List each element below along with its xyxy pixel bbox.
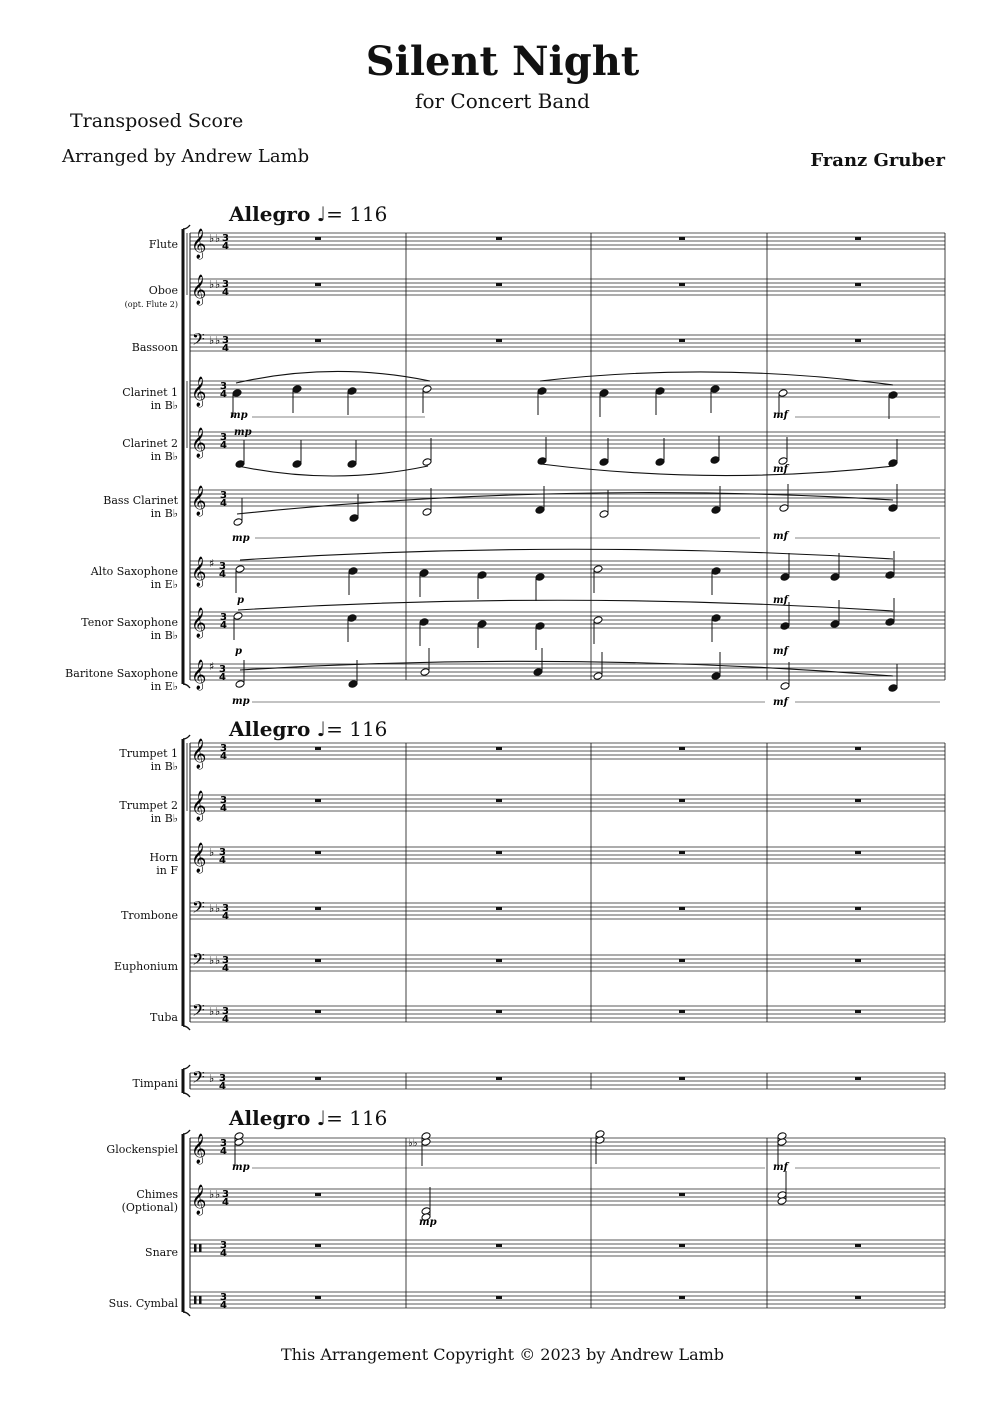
flat-icon: ♭ <box>215 902 221 915</box>
dynamic-marking: mf <box>773 464 788 475</box>
flat-icon: ♭ <box>209 1005 215 1018</box>
flat-icon: ♭♭ <box>408 1138 418 1149</box>
note-head <box>593 565 603 574</box>
bass-clef-icon: 𝄢 <box>192 1000 205 1024</box>
percussion-clef-icon <box>194 1244 197 1252</box>
note-head <box>420 668 430 677</box>
flat-icon: ♭ <box>209 278 215 291</box>
whole-rest <box>496 1010 502 1013</box>
whole-rest <box>855 1244 861 1247</box>
note-head <box>233 612 243 621</box>
dynamic-marking: p <box>237 595 244 606</box>
whole-rest <box>496 283 502 286</box>
note-head <box>599 389 609 398</box>
flat-icon: ♭ <box>209 1188 215 1201</box>
time-signature-bottom: 4 <box>220 389 227 400</box>
time-signature-bottom: 4 <box>222 911 229 922</box>
whole-rest <box>496 851 502 854</box>
note-head <box>655 458 665 467</box>
whole-rest <box>496 339 502 342</box>
time-signature-bottom: 4 <box>220 440 227 451</box>
note-head <box>830 620 840 629</box>
whole-rest <box>315 1077 321 1080</box>
composer: Franz Gruber <box>810 150 945 171</box>
note-head <box>422 385 432 394</box>
whole-rest <box>315 237 321 240</box>
time-signature-top: 3 <box>220 1292 227 1303</box>
instrument-label: Oboe (opt. Flute 2) <box>124 284 178 309</box>
slur <box>240 549 893 560</box>
time-signature-bottom: 4 <box>220 498 227 509</box>
dynamic-marking: mf <box>773 595 788 606</box>
flat-icon: ♭ <box>215 232 221 245</box>
flat-icon: ♭ <box>209 846 215 859</box>
quarter-note-icon: ♩ <box>316 1106 327 1130</box>
instrument-label: Timpani <box>132 1077 178 1090</box>
note-head <box>533 668 543 677</box>
whole-rest <box>679 1296 685 1299</box>
note-head <box>419 618 429 627</box>
whole-rest <box>679 799 685 802</box>
instrument-label: Euphonium <box>114 960 178 973</box>
note-head <box>232 389 242 398</box>
instrument-label: Baritone Saxophone in E♭ <box>65 667 178 693</box>
whole-rest <box>496 1077 502 1080</box>
whole-rest <box>315 339 321 342</box>
instrument-label: Horn in F <box>149 851 178 877</box>
instrument-label: Trumpet 2 in B♭ <box>119 799 178 825</box>
dynamic-marking: mf <box>773 646 788 657</box>
whole-rest <box>679 907 685 910</box>
flat-icon: ♭ <box>215 1188 221 1201</box>
whole-rest <box>679 1077 685 1080</box>
time-signature-top: 3 <box>222 903 229 914</box>
note-head <box>711 614 721 623</box>
note-head <box>347 614 357 623</box>
note-head <box>779 504 789 513</box>
whole-rest <box>855 907 861 910</box>
time-signature-top: 3 <box>222 955 229 966</box>
time-signature-top: 3 <box>220 490 227 501</box>
whole-rest <box>679 851 685 854</box>
note-head <box>711 567 721 576</box>
note-head <box>780 622 790 631</box>
whole-rest <box>315 283 321 286</box>
note-head <box>537 387 547 396</box>
flat-icon: ♭ <box>215 334 221 347</box>
treble-clef-icon: 𝄞 <box>191 229 207 259</box>
whole-rest <box>496 1296 502 1299</box>
time-signature-top: 3 <box>220 432 227 443</box>
time-signature-bottom: 4 <box>220 620 227 631</box>
dynamic-marking: mf <box>773 1162 788 1173</box>
note-head <box>348 680 358 689</box>
dynamic-marking: p <box>235 646 242 657</box>
note-head <box>711 672 721 681</box>
note-head <box>347 460 357 469</box>
treble-clef-icon: 𝄞 <box>191 486 207 516</box>
time-signature-bottom: 4 <box>220 751 227 762</box>
whole-rest <box>855 1010 861 1013</box>
note-head <box>780 682 790 691</box>
treble-clef-icon: 𝄞 <box>191 843 207 873</box>
note-head <box>593 616 603 625</box>
time-signature-bottom: 4 <box>220 1146 227 1157</box>
time-signature-top: 3 <box>220 1240 227 1251</box>
flat-icon: ♭ <box>215 1005 221 1018</box>
slur <box>540 372 893 385</box>
note-head <box>888 391 898 400</box>
treble-clef-icon: 𝄞 <box>191 608 207 638</box>
whole-rest <box>315 1010 321 1013</box>
note-head <box>710 385 720 394</box>
note-head <box>477 571 487 580</box>
time-signature-top: 3 <box>222 1006 229 1017</box>
flat-icon: ♭ <box>209 902 215 915</box>
whole-rest <box>496 959 502 962</box>
note-head <box>292 460 302 469</box>
whole-rest <box>496 1244 502 1247</box>
instrument-label: Clarinet 2 in B♭ <box>122 437 178 463</box>
dynamic-marking: mf <box>773 697 788 708</box>
instrument-label: Clarinet 1 in B♭ <box>122 386 178 412</box>
time-signature-top: 3 <box>219 1073 226 1084</box>
quarter-note-icon: ♩ <box>316 717 327 741</box>
whole-rest <box>679 1193 685 1196</box>
treble-clef-icon: 𝄞 <box>191 660 207 690</box>
whole-rest <box>679 283 685 286</box>
time-signature-bottom: 4 <box>222 287 229 298</box>
whole-rest <box>315 851 321 854</box>
instrument-label: Chimes (Optional) <box>121 1188 178 1214</box>
time-signature-top: 3 <box>220 612 227 623</box>
whole-rest <box>315 1244 321 1247</box>
note-head <box>599 510 609 519</box>
flat-icon: ♭ <box>215 954 221 967</box>
note-head <box>347 387 357 396</box>
whole-rest <box>679 237 685 240</box>
slur <box>240 661 893 676</box>
time-signature-bottom: 4 <box>220 1300 227 1311</box>
whole-rest <box>855 747 861 750</box>
quarter-note-icon: ♩ <box>316 202 327 226</box>
slur <box>237 493 893 514</box>
time-signature-bottom: 4 <box>222 241 229 252</box>
tempo-bpm: = 116 <box>326 717 388 741</box>
note-head <box>348 567 358 576</box>
slur <box>238 600 893 611</box>
note-head <box>535 622 545 631</box>
time-signature-bottom: 4 <box>219 569 226 580</box>
treble-clef-icon: 𝄞 <box>191 791 207 821</box>
time-signature-bottom: 4 <box>222 1014 229 1025</box>
note-head <box>349 514 359 523</box>
flat-icon: ♭ <box>209 1072 215 1085</box>
time-signature-top: 3 <box>222 233 229 244</box>
whole-rest <box>496 237 502 240</box>
tempo-bpm: = 116 <box>326 1106 388 1130</box>
whole-rest <box>679 1010 685 1013</box>
whole-rest <box>315 907 321 910</box>
treble-clef-icon: 𝄞 <box>191 1134 207 1164</box>
flat-icon: ♭ <box>209 334 215 347</box>
copyright-footer: This Arrangement Copyright © 2023 by Andrew Lamb <box>280 1345 725 1364</box>
instrument-label: Sus. Cymbal <box>108 1297 178 1310</box>
note-head <box>292 385 302 394</box>
percussion-clef-icon <box>194 1296 197 1304</box>
flat-icon: ♭ <box>209 232 215 245</box>
whole-rest <box>855 237 861 240</box>
dynamic-marking: mp <box>234 427 252 438</box>
whole-rest <box>315 959 321 962</box>
note-head <box>422 458 432 467</box>
score-title: Silent Night <box>365 38 640 85</box>
time-signature-bottom: 4 <box>222 1197 229 1208</box>
instrument-label: Trumpet 1 in B♭ <box>119 747 178 773</box>
whole-rest <box>315 1296 321 1299</box>
whole-rest <box>679 1244 685 1247</box>
whole-rest <box>855 1296 861 1299</box>
note-head <box>655 387 665 396</box>
note-head <box>599 458 609 467</box>
tempo-word: Allegro <box>229 202 311 226</box>
note-head <box>711 506 721 515</box>
instrument-label: Bassoon <box>131 341 178 354</box>
note-head <box>535 573 545 582</box>
score-type: Transposed Score <box>70 110 244 132</box>
tempo-word: Allegro <box>229 1106 311 1130</box>
sharp-icon: ♯ <box>209 557 215 570</box>
time-signature-bottom: 4 <box>219 855 226 866</box>
dynamic-marking: mp <box>419 1217 437 1228</box>
whole-rest <box>679 339 685 342</box>
whole-rest <box>679 959 685 962</box>
note-head <box>593 672 603 681</box>
note-head <box>235 680 245 689</box>
time-signature-bottom: 4 <box>222 963 229 974</box>
dynamic-marking: mp <box>232 533 250 544</box>
treble-clef-icon: 𝄞 <box>191 557 207 587</box>
time-signature-bottom: 4 <box>220 803 227 814</box>
dynamic-marking: mf <box>773 410 788 421</box>
tempo-word: Allegro <box>229 717 311 741</box>
time-signature-top: 3 <box>220 743 227 754</box>
dynamic-marking: mf <box>773 531 788 542</box>
whole-rest <box>496 907 502 910</box>
instrument-label: Tuba <box>149 1011 178 1024</box>
note-head <box>778 389 788 398</box>
whole-rest <box>855 799 861 802</box>
time-signature-top: 3 <box>222 1189 229 1200</box>
whole-rest <box>496 799 502 802</box>
slur <box>238 466 428 476</box>
flat-icon: ♭ <box>209 954 215 967</box>
dynamic-marking: mp <box>232 696 250 707</box>
note-head <box>710 456 720 465</box>
time-signature-top: 3 <box>219 561 226 572</box>
note-head <box>885 571 895 580</box>
percussion-clef-icon <box>199 1296 202 1304</box>
whole-rest <box>315 799 321 802</box>
instrument-label: Glockenspiel <box>106 1143 178 1156</box>
note-head <box>535 506 545 515</box>
whole-rest <box>315 747 321 750</box>
treble-clef-icon: 𝄞 <box>191 739 207 769</box>
time-signature-top: 3 <box>219 847 226 858</box>
sharp-icon: ♯ <box>209 660 215 673</box>
note-head <box>233 518 243 527</box>
bass-clef-icon: 𝄢 <box>192 949 205 973</box>
bass-clef-icon: 𝄢 <box>192 897 205 921</box>
dynamic-marking: mp <box>230 410 248 421</box>
note-head <box>888 504 898 513</box>
time-signature-top: 3 <box>220 1138 227 1149</box>
whole-rest <box>679 747 685 750</box>
time-signature-bottom: 4 <box>220 1248 227 1259</box>
instrument-label: Bass Clarinet in B♭ <box>103 494 178 520</box>
instrument-label: Trombone <box>121 909 178 922</box>
whole-rest <box>855 851 861 854</box>
percussion-clef-icon <box>199 1244 202 1252</box>
bass-clef-icon: 𝄢 <box>192 329 205 353</box>
instrument-label: Snare <box>145 1246 178 1259</box>
treble-clef-icon: 𝄞 <box>191 377 207 407</box>
note-head <box>235 565 245 574</box>
time-signature-top: 3 <box>220 795 227 806</box>
whole-rest <box>855 1077 861 1080</box>
time-signature-bottom: 4 <box>222 343 229 354</box>
instrument-label: Tenor Saxophone in B♭ <box>81 616 178 642</box>
bass-clef-icon: 𝄢 <box>192 1067 205 1091</box>
note-head <box>419 569 429 578</box>
slur <box>541 464 894 476</box>
note-head <box>888 684 898 693</box>
time-signature-top: 3 <box>222 279 229 290</box>
time-signature-top: 3 <box>219 664 226 675</box>
arranger: Arranged by Andrew Lamb <box>62 146 310 167</box>
note-head <box>885 618 895 627</box>
instrument-label: Alto Saxophone in E♭ <box>90 565 178 591</box>
time-signature-top: 3 <box>222 335 229 346</box>
whole-rest <box>855 283 861 286</box>
treble-clef-icon: 𝄞 <box>191 1185 207 1215</box>
time-signature-top: 3 <box>220 381 227 392</box>
flat-icon: ♭ <box>215 278 221 291</box>
treble-clef-icon: 𝄞 <box>191 275 207 305</box>
treble-clef-icon: 𝄞 <box>191 428 207 458</box>
tempo-bpm: = 116 <box>326 202 388 226</box>
time-signature-bottom: 4 <box>219 1081 226 1092</box>
whole-rest <box>855 959 861 962</box>
note-head <box>830 573 840 582</box>
whole-rest <box>496 747 502 750</box>
note-head <box>780 573 790 582</box>
note-head <box>422 508 432 517</box>
instrument-label: Flute <box>148 238 178 251</box>
note-head <box>477 620 487 629</box>
whole-rest <box>855 339 861 342</box>
score-subtitle: for Concert Band <box>415 89 590 113</box>
time-signature-bottom: 4 <box>219 672 226 683</box>
dynamic-marking: mp <box>232 1162 250 1173</box>
whole-rest <box>315 1193 321 1196</box>
